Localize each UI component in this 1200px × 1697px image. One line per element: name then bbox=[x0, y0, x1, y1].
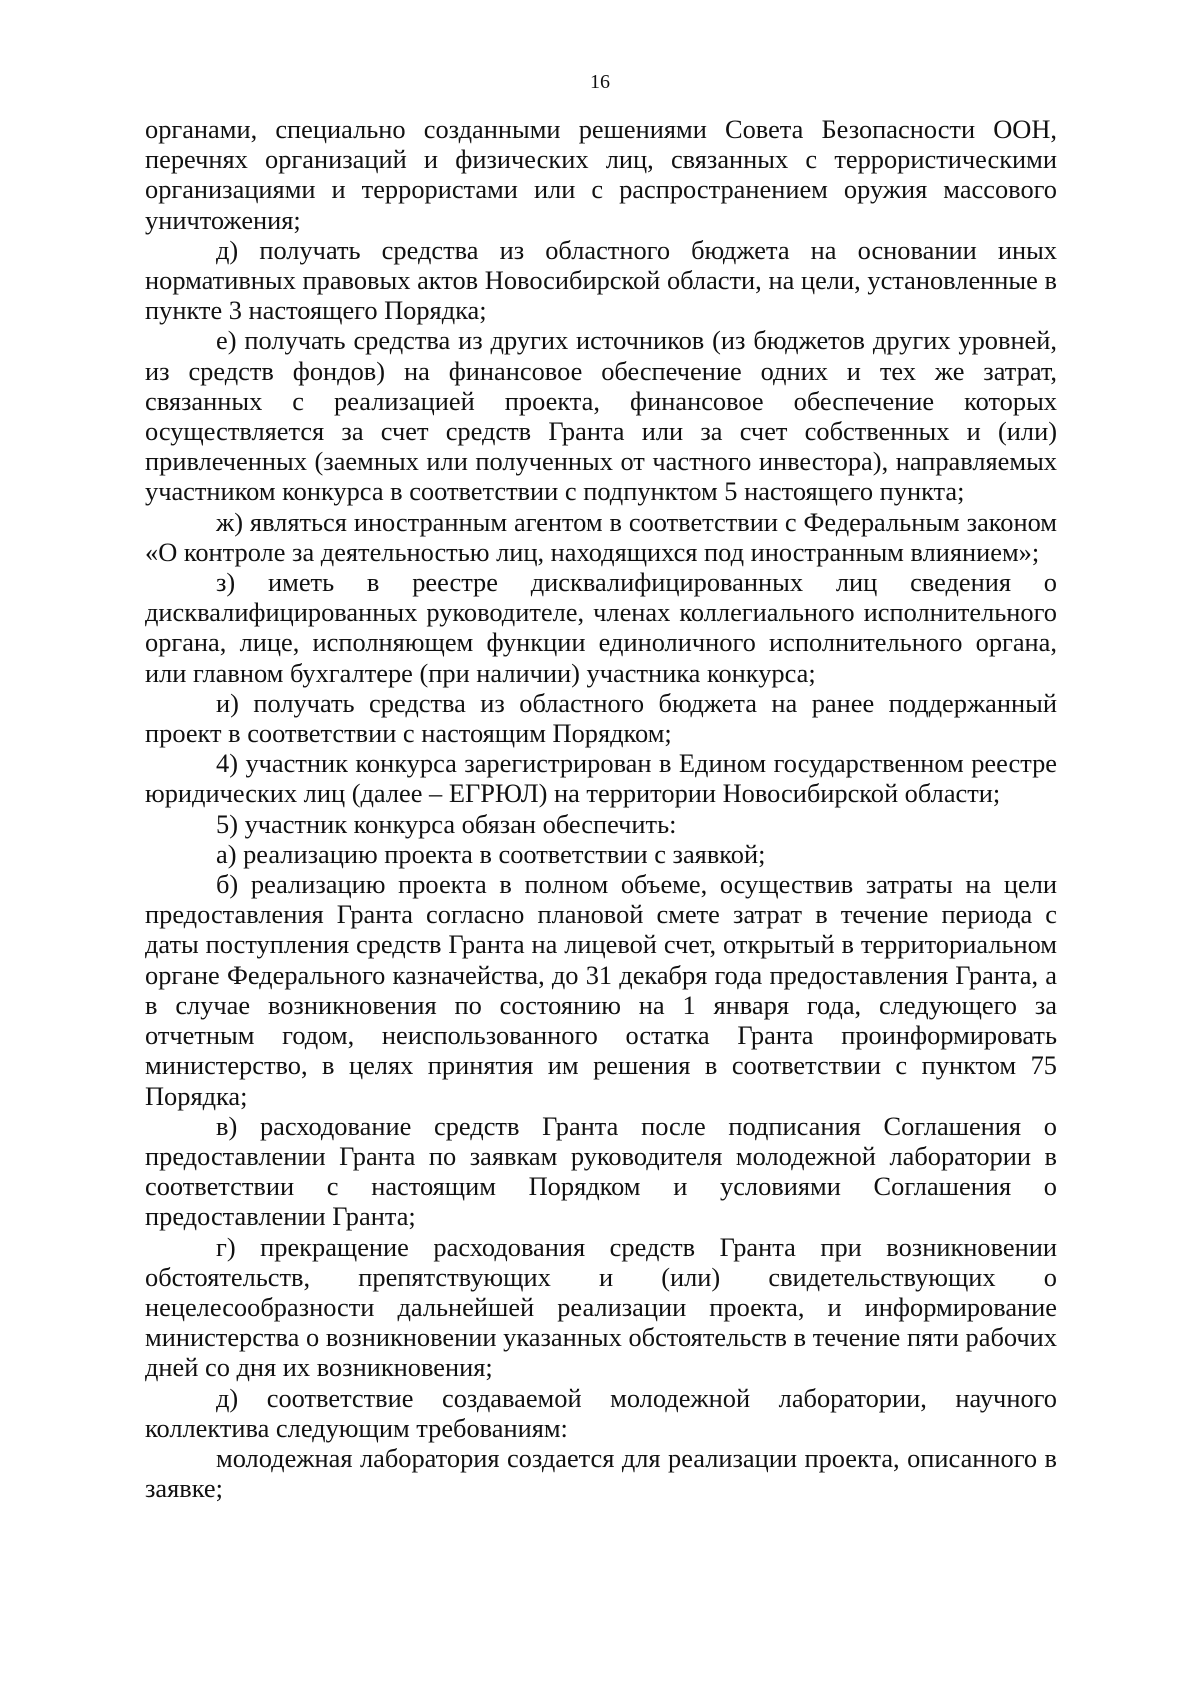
paragraph: д) получать средства из областного бюджета на основании иных нормативных правовых актов Новосибирской области, на цели, установленные в пункте 3 настоящего Порядка; bbox=[145, 234, 1057, 326]
document-body bbox=[145, 114, 1057, 1503]
paragraph: а) реализацию проекта в соответствии с заявкой; bbox=[216, 838, 766, 869]
paragraph: молодежная лаборатория создается для реализации проекта, описанного в заявке; bbox=[145, 1442, 1057, 1504]
paragraph: в) расходование средств Гранта после подписания Соглашения о предоставлении Гранта по заявкам руководителя молодежной лаборатории в соответствии с настоящим Порядком и условиями Соглашения о предоставлении Гранта; bbox=[145, 1110, 1057, 1232]
paragraph: и) получать средства из областного бюджета на ранее поддержанный проект в соответствии с настоящим Порядком; bbox=[145, 687, 1057, 749]
paragraph: з) иметь в реестре дисквалифицированных лиц сведения о дисквалифицированных руководителе, членах коллегиального исполнительного органа, лице, исполняющем функции единоличного исполнительного органа, или главном бухгалтере (при наличии) участника конкурса; bbox=[145, 567, 1057, 688]
paragraph: органами, специально созданными решениями Совета Безопасности ООН, перечнях организаций и физических лиц, связанных с террористическими организациями и террористами или с распространением оружия массового уничтожения; bbox=[145, 114, 1057, 235]
paragraph: е) получать средства из других источников (из бюджетов других уровней, из средств фондов) на финансовое обеспечение одних и тех же затрат, связанных с реализацией проекта, финансовое обеспечение которых осуществляется за счет средств Гранта или за счет собственных и (или) привлеченных (заемных или полученных от частного инвестора), направляемых участником конкурса в соответствии с подпунктом 5 настоящего пункта; bbox=[145, 325, 1057, 507]
page-number: 16 bbox=[590, 71, 610, 93]
paragraph: б) реализацию проекта в полном объеме, осуществив затраты на цели предоставления Гранта согласно плановой смете затрат в течение периода с даты поступления средств Гранта на лицевой счет, открытый в территориальном органе Федерального казначейства, до 31 декабря года предоставления Гранта, а в случае возникновения по состоянию на 1 января года, следующего за отчетным годом, неиспользованного остатка Гранта проинформировать министерство, в целях принятия им решения в соответствии с пунктом 75 Порядка; bbox=[145, 869, 1057, 1111]
paragraph: ж) являться иностранным агентом в соответствии с Федеральным законом «О контроле за деятельностью лиц, находящихся под иностранным влиянием»; bbox=[145, 506, 1057, 567]
paragraph: г) прекращение расходования средств Гранта при возникновении обстоятельств, препятствующих и (или) свидетельствующих о нецелесообразности дальнейшей реализации проекта, и информирование министерства о возникновении указанных обстоятельств в течение пяти рабочих дней со дня их возникновения; bbox=[145, 1231, 1057, 1383]
paragraph: 5) участник конкурса обязан обеспечить: bbox=[216, 808, 677, 839]
paragraph: 4) участник конкурса зарегистрирован в Едином государственном реестре юридических лиц (далее – ЕГРЮЛ) на территории Новосибирской области; bbox=[145, 748, 1057, 809]
paragraph: д) соответствие создаваемой молодежной лаборатории, научного коллектива следующим требованиям: bbox=[145, 1382, 1057, 1443]
